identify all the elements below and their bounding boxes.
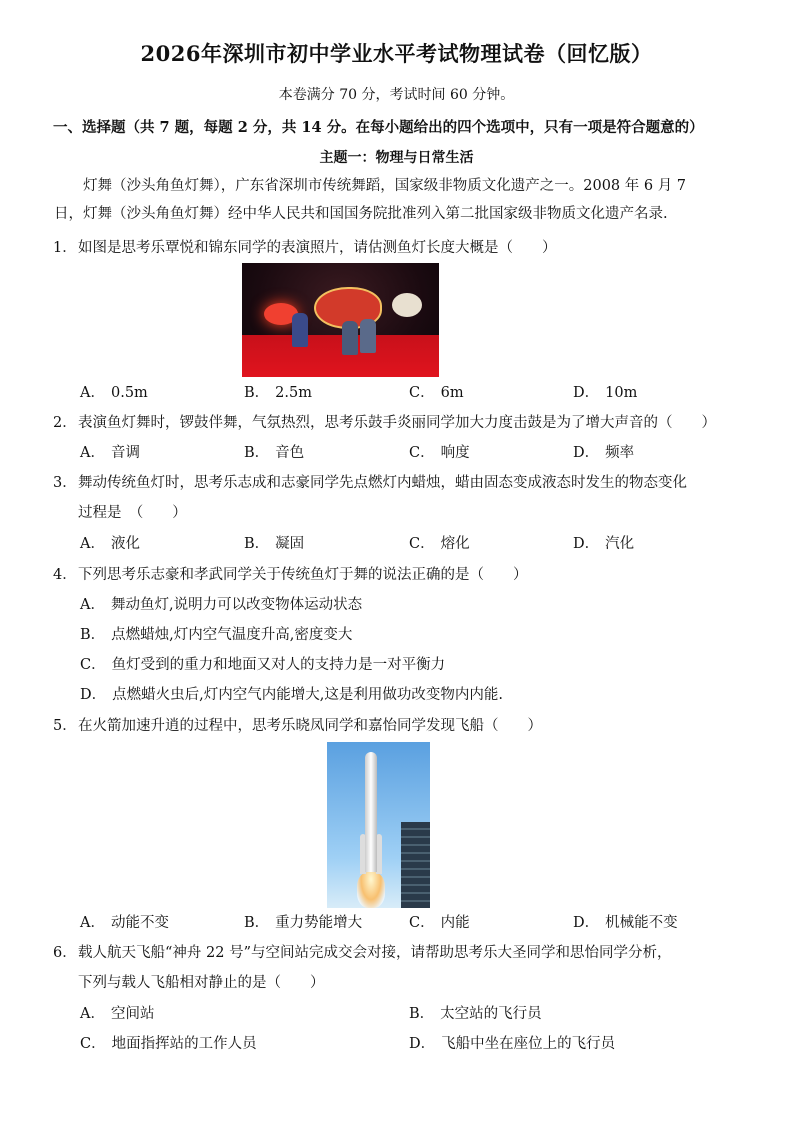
rocket-launch-photo — [327, 742, 430, 908]
q4-option-c[interactable]: C． 鱼灯受到的重力和地面又对人的支持力是一对平衡力 — [80, 657, 446, 673]
question-6-text: 载人航天飞船“神舟 22 号”与空间站完成交会对接，请帮助思考乐大圣同学和思怡同学分析， — [78, 945, 672, 961]
question-1-number: 1． — [53, 240, 77, 256]
question-3-text-cont: 过程是 （ ） — [78, 505, 187, 521]
q6-option-c[interactable]: C． 地面指挥站的工作人员 — [80, 1036, 257, 1052]
intro-line-1: 灯舞（沙头角鱼灯舞），广东省深圳市传统舞蹈，国家级非物质文化遗产之一。2008 年 6 月 7 — [83, 178, 687, 194]
question-3-text: 舞动传统鱼灯时，思考乐志成和志豪同学先点燃灯内蜡烛，蜡由固态变成液态时发生的物态变化 — [78, 475, 687, 491]
question-3-number: 3． — [53, 475, 77, 491]
q4-option-a[interactable]: A． 舞动鱼灯,说明力可以改变物体运动状态 — [80, 597, 363, 613]
q5-option-d[interactable]: D． 机械能不变 — [573, 915, 678, 931]
exam-info: 本卷满分 70 分，考试时间 60 分钟。 — [278, 87, 515, 103]
q5-option-c[interactable]: C． 内能 — [409, 915, 470, 931]
q2-option-b[interactable]: B． 音色 — [244, 445, 305, 461]
q6-option-a[interactable]: A． 空间站 — [80, 1006, 155, 1022]
q3-option-a[interactable]: A． 液化 — [80, 536, 140, 552]
q3-option-c[interactable]: C． 熔化 — [409, 536, 470, 552]
q3-option-d[interactable]: D． 汽化 — [573, 536, 635, 552]
question-6-number: 6． — [53, 945, 77, 961]
theme-heading: 主题一：物理与日常生活 — [319, 150, 474, 166]
question-6-text-cont: 下列与载人飞船相对静止的是（ ） — [78, 975, 325, 991]
q4-option-b[interactable]: B． 点燃蜡烛,灯内空气温度升高,密度变大 — [80, 627, 353, 643]
page-title: 2026年深圳市初中学业水平考试物理试卷（回忆版） — [140, 41, 653, 66]
question-5-number: 5． — [53, 718, 77, 734]
section-heading: 一、选择题（共 7 题，每题 2 分，共 14 分。在每小题给出的四个选项中，只有一项是符合题意的） — [53, 119, 704, 136]
question-4-number: 4． — [53, 567, 77, 583]
q1-option-a[interactable]: A． 0.5m — [80, 385, 148, 401]
question-1-text: 如图是思考乐覃悦和锦东同学的表演照片，请估测鱼灯长度大概是（ ） — [78, 240, 557, 256]
question-4-text: 下列思考乐志豪和孝武同学关于传统鱼灯于舞的说法正确的是（ ） — [78, 567, 528, 583]
q5-option-b[interactable]: B． 重力势能增大 — [244, 915, 363, 931]
fish-lantern-dance-photo — [242, 263, 439, 377]
q1-option-c[interactable]: C． 6m — [409, 385, 464, 401]
q2-option-c[interactable]: C． 响度 — [409, 445, 470, 461]
q4-option-d[interactable]: D． 点燃蜡火虫后,灯内空气内能增大,这是利用做功改变物内内能. — [80, 687, 503, 703]
q5-option-a[interactable]: A． 动能不变 — [80, 915, 169, 931]
q1-option-d[interactable]: D． 10m — [573, 385, 638, 401]
q2-option-d[interactable]: D． 频率 — [573, 445, 635, 461]
q2-option-a[interactable]: A． 音调 — [80, 445, 140, 461]
intro-line-2: 日，灯舞（沙头角鱼灯舞）经中华人民共和国国务院批准列入第二批国家级非物质文化遗产名录. — [54, 206, 668, 222]
q1-option-b[interactable]: B． 2.5m — [244, 385, 312, 401]
question-5-text: 在火箭加速升逍的过程中，思考乐晓凤同学和嘉怡同学发现飞船（ ） — [78, 718, 542, 734]
q6-option-d[interactable]: D． 飞船中坐在座位上的飞行员 — [409, 1036, 616, 1052]
q6-option-b[interactable]: B． 太空站的飞行员 — [409, 1006, 542, 1022]
q3-option-b[interactable]: B． 凝固 — [244, 536, 305, 552]
question-2-text: 表演鱼灯舞时，锣鼓伴舞，气氛热烈，思考乐鼓手炎丽同学加大力度击鼓是为了增大声音的（ ） — [78, 415, 716, 431]
question-2-number: 2． — [53, 415, 77, 431]
